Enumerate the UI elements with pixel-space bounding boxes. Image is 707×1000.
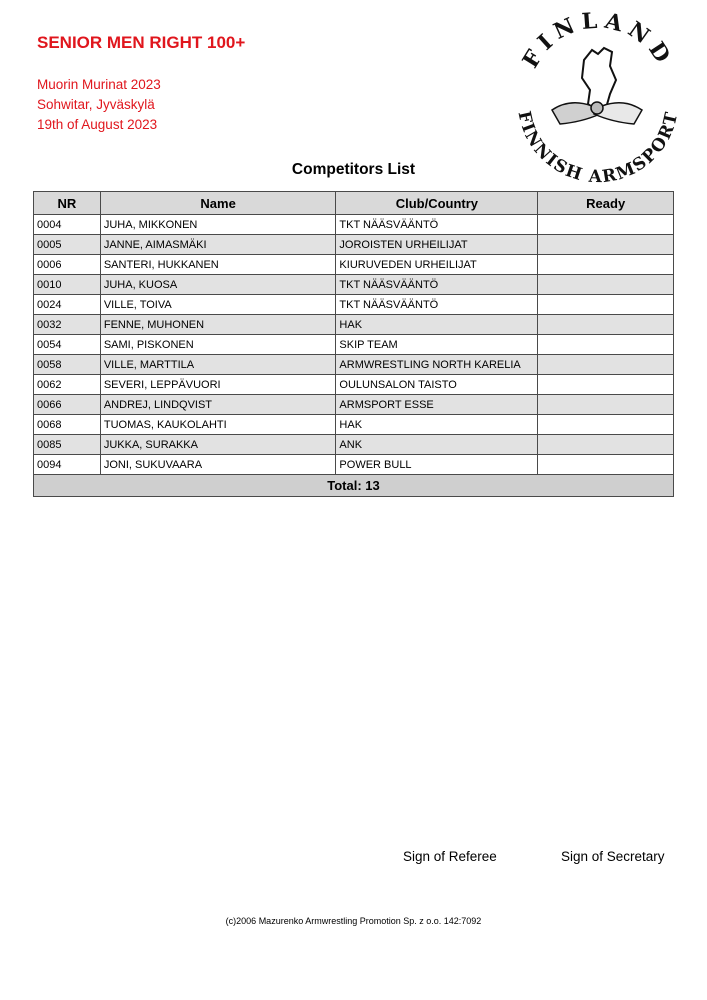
competitors-list-title: Competitors List xyxy=(291,161,416,178)
column-header-club: Club/Country xyxy=(336,192,538,215)
cell-ready xyxy=(538,295,674,315)
cell-ready xyxy=(538,255,674,275)
logo-bottom-text: FINNISH ARMSPORT xyxy=(513,109,682,188)
cell-nr: 0094 xyxy=(34,455,101,475)
logo-top-text: FINLAND xyxy=(517,10,679,73)
total-count: Total: 13 xyxy=(34,475,674,497)
table-row xyxy=(34,295,674,315)
cell-ready xyxy=(538,235,674,255)
cell-club: ANK xyxy=(336,435,538,455)
column-header-name: Name xyxy=(100,192,336,215)
cell-name: JUKKA, SURAKKA xyxy=(100,435,336,455)
cell-ready xyxy=(538,395,674,415)
copyright-footer: (c)2006 Mazurenko Armwrestling Promotion Sp. z o.o. 142:7092 xyxy=(225,916,482,926)
grip xyxy=(591,102,603,114)
cell-name: VILLE, MARTTILA xyxy=(100,355,336,375)
cell-name: ANDREJ, LINDQVIST xyxy=(100,395,336,415)
referee-signature-label: Sign of Referee xyxy=(403,849,497,864)
cell-name: TUOMAS, KAUKOLAHTI xyxy=(100,415,336,435)
cell-name: JANNE, AIMASMÄKI xyxy=(100,235,336,255)
table-row xyxy=(34,255,674,275)
cell-nr: 0004 xyxy=(34,215,101,235)
table-row xyxy=(34,315,674,335)
table-row xyxy=(34,415,674,435)
cell-ready xyxy=(538,335,674,355)
table-row xyxy=(34,355,674,375)
cell-name: SAMI, PISKONEN xyxy=(100,335,336,355)
cell-nr: 0066 xyxy=(34,395,101,415)
cell-nr: 0010 xyxy=(34,275,101,295)
cell-name: SANTERI, HUKKANEN xyxy=(100,255,336,275)
cell-ready xyxy=(538,315,674,335)
cell-ready xyxy=(538,215,674,235)
cell-name: JONI, SUKUVAARA xyxy=(100,455,336,475)
cell-name: FENNE, MUHONEN xyxy=(100,315,336,335)
cell-nr: 0058 xyxy=(34,355,101,375)
cell-ready xyxy=(538,275,674,295)
event-info xyxy=(37,75,161,135)
cell-ready xyxy=(538,355,674,375)
table-header-row xyxy=(34,192,674,215)
cell-nr: 0054 xyxy=(34,335,101,355)
cell-nr: 0062 xyxy=(34,375,101,395)
table-row xyxy=(34,335,674,355)
cell-club: TKT NÄÄSVÄÄNTÖ xyxy=(336,295,538,315)
cell-club: ARMSPORT ESSE xyxy=(336,395,538,415)
cell-club: OULUNSALON TAISTO xyxy=(336,375,538,395)
column-header-nr: NR xyxy=(34,192,101,215)
table-row xyxy=(34,455,674,475)
table-total-row xyxy=(34,475,674,497)
cell-club: HAK xyxy=(336,415,538,435)
cell-club: TKT NÄÄSVÄÄNTÖ xyxy=(336,275,538,295)
cell-nr: 0005 xyxy=(34,235,101,255)
cell-ready xyxy=(538,415,674,435)
cell-ready xyxy=(538,455,674,475)
cell-nr: 0032 xyxy=(34,315,101,335)
cell-name: VILLE, TOIVA xyxy=(100,295,336,315)
cell-club: HAK xyxy=(336,315,538,335)
cell-club: SKIP TEAM xyxy=(336,335,538,355)
cell-ready xyxy=(538,375,674,395)
cell-name: SEVERI, LEPPÄVUORI xyxy=(100,375,336,395)
secretary-signature-label: Sign of Secretary xyxy=(561,849,665,864)
cell-club: JOROISTEN URHEILIJAT xyxy=(336,235,538,255)
cell-name: JUHA, MIKKONEN xyxy=(100,215,336,235)
cell-club: TKT NÄÄSVÄÄNTÖ xyxy=(336,215,538,235)
category-title: SENIOR MEN RIGHT 100+ xyxy=(37,33,246,52)
event-date: 19th of August 2023 xyxy=(37,117,158,132)
table-row xyxy=(34,435,674,455)
cell-nr: 0024 xyxy=(34,295,101,315)
event-name: Muorin Murinat 2023 xyxy=(37,77,161,92)
cell-club: POWER BULL xyxy=(336,455,538,475)
cell-name: JUHA, KUOSA xyxy=(100,275,336,295)
cell-nr: 0085 xyxy=(34,435,101,455)
finland-map-shape xyxy=(582,48,616,110)
table-row xyxy=(34,375,674,395)
competitors-table xyxy=(33,191,674,497)
table-row xyxy=(34,235,674,255)
cell-nr: 0068 xyxy=(34,415,101,435)
table-row xyxy=(34,395,674,415)
cell-club: KIURUVEDEN URHEILIJAT xyxy=(336,255,538,275)
table-row xyxy=(34,275,674,295)
cell-club: ARMWRESTLING NORTH KARELIA xyxy=(336,355,538,375)
table-row xyxy=(34,215,674,235)
cell-nr: 0006 xyxy=(34,255,101,275)
cell-ready xyxy=(538,435,674,455)
column-header-ready: Ready xyxy=(538,192,674,215)
event-location: Sohwitar, Jyväskylä xyxy=(37,97,155,112)
